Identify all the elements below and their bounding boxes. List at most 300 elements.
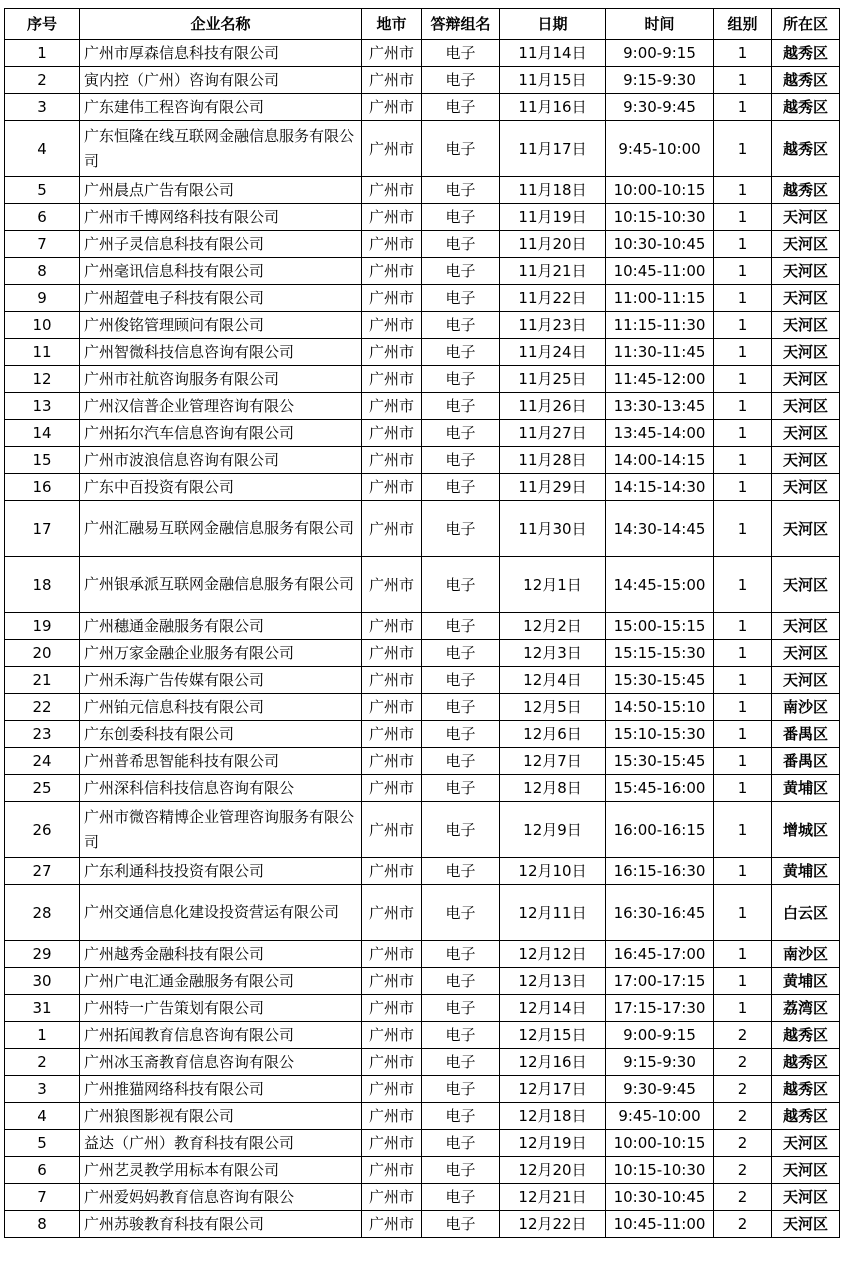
table-row	[5, 40, 840, 67]
cell-no: 8	[5, 1211, 80, 1238]
cell-city: 广州市	[362, 995, 422, 1022]
cell-city: 广州市	[362, 748, 422, 775]
table-row	[5, 94, 840, 121]
cell-time: 14:15-14:30	[606, 474, 714, 501]
table-row	[5, 858, 840, 885]
cell-city: 广州市	[362, 721, 422, 748]
cell-group: 1	[714, 94, 772, 121]
cell-group: 1	[714, 748, 772, 775]
cell-no: 17	[5, 501, 80, 557]
cell-district: 黄埔区	[772, 968, 840, 995]
cell-no: 9	[5, 285, 80, 312]
cell-company: 广州晨点广告有限公司	[80, 177, 362, 204]
cell-group: 2	[714, 1157, 772, 1184]
cell-district: 越秀区	[772, 1049, 840, 1076]
cell-group-name: 电子	[422, 285, 500, 312]
cell-company: 广州越秀金融科技有限公司	[80, 941, 362, 968]
cell-time: 9:45-10:00	[606, 1103, 714, 1130]
cell-company: 广州万家金融企业服务有限公司	[80, 640, 362, 667]
cell-city: 广州市	[362, 694, 422, 721]
cell-group-name: 电子	[422, 667, 500, 694]
cell-group-name: 电子	[422, 1103, 500, 1130]
table-row	[5, 204, 840, 231]
cell-group: 1	[714, 231, 772, 258]
table-row	[5, 1130, 840, 1157]
cell-group: 1	[714, 640, 772, 667]
cell-city: 广州市	[362, 1022, 422, 1049]
table-row	[5, 721, 840, 748]
cell-date: 11月30日	[500, 501, 606, 557]
cell-company: 广州交通信息化建设投资营运有限公司	[80, 885, 362, 941]
cell-district: 南沙区	[772, 941, 840, 968]
table-row	[5, 1103, 840, 1130]
cell-date: 11月19日	[500, 204, 606, 231]
cell-city: 广州市	[362, 285, 422, 312]
cell-group-name: 电子	[422, 447, 500, 474]
cell-group-name: 电子	[422, 1049, 500, 1076]
cell-city: 广州市	[362, 1157, 422, 1184]
cell-no: 20	[5, 640, 80, 667]
cell-company: 广州深科信科技信息咨询有限公	[80, 775, 362, 802]
cell-district: 增城区	[772, 802, 840, 858]
cell-city: 广州市	[362, 1076, 422, 1103]
cell-district: 荔湾区	[772, 995, 840, 1022]
cell-time: 11:45-12:00	[606, 366, 714, 393]
cell-group: 1	[714, 968, 772, 995]
cell-group: 1	[714, 285, 772, 312]
cell-city: 广州市	[362, 613, 422, 640]
cell-district: 天河区	[772, 447, 840, 474]
table-row	[5, 941, 840, 968]
table-row	[5, 312, 840, 339]
cell-district: 天河区	[772, 557, 840, 613]
cell-group-name: 电子	[422, 393, 500, 420]
cell-group: 1	[714, 258, 772, 285]
cell-city: 广州市	[362, 1103, 422, 1130]
cell-company: 广东利通科技投资有限公司	[80, 858, 362, 885]
cell-company: 广州普希思智能科技有限公司	[80, 748, 362, 775]
cell-time: 17:00-17:15	[606, 968, 714, 995]
cell-date: 12月22日	[500, 1211, 606, 1238]
cell-no: 26	[5, 802, 80, 858]
cell-group-name: 电子	[422, 968, 500, 995]
cell-group: 1	[714, 613, 772, 640]
cell-company: 广东中百投资有限公司	[80, 474, 362, 501]
cell-group: 1	[714, 858, 772, 885]
cell-date: 12月21日	[500, 1184, 606, 1211]
cell-time: 13:30-13:45	[606, 393, 714, 420]
cell-city: 广州市	[362, 420, 422, 447]
cell-date: 12月7日	[500, 748, 606, 775]
cell-company: 广州艺灵教学用标本有限公司	[80, 1157, 362, 1184]
cell-no: 21	[5, 667, 80, 694]
cell-company: 广州俊铭管理顾问有限公司	[80, 312, 362, 339]
cell-date: 11月29日	[500, 474, 606, 501]
cell-date: 12月20日	[500, 1157, 606, 1184]
cell-district: 天河区	[772, 667, 840, 694]
cell-group-name: 电子	[422, 204, 500, 231]
cell-date: 12月16日	[500, 1049, 606, 1076]
cell-company: 广州拓闻教育信息咨询有限公司	[80, 1022, 362, 1049]
cell-company: 广州汇融易互联网金融信息服务有限公司	[80, 501, 362, 557]
table-row	[5, 447, 840, 474]
cell-time: 9:30-9:45	[606, 1076, 714, 1103]
cell-city: 广州市	[362, 640, 422, 667]
cell-company: 广州市千博网络科技有限公司	[80, 204, 362, 231]
cell-district: 黄埔区	[772, 775, 840, 802]
cell-company: 广州银承派互联网金融信息服务有限公司	[80, 557, 362, 613]
table-row	[5, 640, 840, 667]
table-row	[5, 420, 840, 447]
cell-district: 越秀区	[772, 121, 840, 177]
table-row	[5, 1211, 840, 1238]
cell-city: 广州市	[362, 231, 422, 258]
cell-date: 11月14日	[500, 40, 606, 67]
cell-group: 1	[714, 721, 772, 748]
cell-date: 12月9日	[500, 802, 606, 858]
cell-no: 13	[5, 393, 80, 420]
cell-district: 天河区	[772, 1211, 840, 1238]
cell-district: 天河区	[772, 1184, 840, 1211]
cell-company: 广州禾海广告传媒有限公司	[80, 667, 362, 694]
cell-time: 11:15-11:30	[606, 312, 714, 339]
cell-city: 广州市	[362, 366, 422, 393]
cell-date: 11月21日	[500, 258, 606, 285]
table-row	[5, 995, 840, 1022]
cell-no: 1	[5, 40, 80, 67]
cell-time: 15:10-15:30	[606, 721, 714, 748]
cell-company: 广州市厚森信息科技有限公司	[80, 40, 362, 67]
cell-group: 1	[714, 775, 772, 802]
table-row	[5, 366, 840, 393]
cell-no: 28	[5, 885, 80, 941]
cell-company: 广州市微咨精博企业管理咨询服务有限公司	[80, 802, 362, 858]
cell-district: 天河区	[772, 474, 840, 501]
cell-no: 8	[5, 258, 80, 285]
cell-time: 9:30-9:45	[606, 94, 714, 121]
cell-group-name: 电子	[422, 721, 500, 748]
table-row	[5, 474, 840, 501]
cell-city: 广州市	[362, 1049, 422, 1076]
cell-group-name: 电子	[422, 339, 500, 366]
cell-group-name: 电子	[422, 67, 500, 94]
cell-no: 3	[5, 94, 80, 121]
cell-group: 1	[714, 366, 772, 393]
cell-city: 广州市	[362, 557, 422, 613]
cell-group: 2	[714, 1103, 772, 1130]
header-group: 组别	[714, 9, 772, 40]
header-date: 日期	[500, 9, 606, 40]
cell-group: 2	[714, 1130, 772, 1157]
cell-district: 天河区	[772, 258, 840, 285]
cell-date: 12月19日	[500, 1130, 606, 1157]
table-row	[5, 1076, 840, 1103]
cell-group-name: 电子	[422, 557, 500, 613]
cell-time: 17:15-17:30	[606, 995, 714, 1022]
cell-time: 16:15-16:30	[606, 858, 714, 885]
cell-group-name: 电子	[422, 1130, 500, 1157]
cell-group-name: 电子	[422, 501, 500, 557]
cell-time: 15:00-15:15	[606, 613, 714, 640]
cell-company: 广州穗通金融服务有限公司	[80, 613, 362, 640]
cell-time: 10:45-11:00	[606, 1211, 714, 1238]
cell-date: 12月5日	[500, 694, 606, 721]
cell-company: 广州超萱电子科技有限公司	[80, 285, 362, 312]
cell-district: 白云区	[772, 885, 840, 941]
cell-district: 天河区	[772, 420, 840, 447]
cell-city: 广州市	[362, 1211, 422, 1238]
cell-no: 5	[5, 1130, 80, 1157]
cell-group-name: 电子	[422, 1211, 500, 1238]
cell-company: 广州苏骏教育科技有限公司	[80, 1211, 362, 1238]
cell-group: 1	[714, 67, 772, 94]
cell-group-name: 电子	[422, 177, 500, 204]
cell-time: 15:45-16:00	[606, 775, 714, 802]
table-row	[5, 694, 840, 721]
table-row	[5, 748, 840, 775]
header-row	[5, 9, 840, 40]
cell-district: 越秀区	[772, 1103, 840, 1130]
cell-group: 1	[714, 312, 772, 339]
cell-no: 22	[5, 694, 80, 721]
table-row	[5, 968, 840, 995]
cell-group: 2	[714, 1049, 772, 1076]
table-row	[5, 1157, 840, 1184]
cell-time: 16:45-17:00	[606, 941, 714, 968]
cell-district: 南沙区	[772, 694, 840, 721]
cell-city: 广州市	[362, 204, 422, 231]
cell-district: 天河区	[772, 312, 840, 339]
cell-date: 12月2日	[500, 613, 606, 640]
cell-company: 广东恒隆在线互联网金融信息服务有限公司	[80, 121, 362, 177]
cell-date: 12月15日	[500, 1022, 606, 1049]
cell-city: 广州市	[362, 339, 422, 366]
cell-group-name: 电子	[422, 995, 500, 1022]
cell-time: 10:30-10:45	[606, 231, 714, 258]
cell-company: 广州智微科技信息咨询有限公司	[80, 339, 362, 366]
cell-no: 2	[5, 67, 80, 94]
cell-time: 11:00-11:15	[606, 285, 714, 312]
table-row	[5, 885, 840, 941]
cell-company: 广州子灵信息科技有限公司	[80, 231, 362, 258]
cell-time: 9:45-10:00	[606, 121, 714, 177]
cell-city: 广州市	[362, 501, 422, 557]
cell-company: 广州广电汇通金融服务有限公司	[80, 968, 362, 995]
cell-company: 广州特一广告策划有限公司	[80, 995, 362, 1022]
cell-date: 12月4日	[500, 667, 606, 694]
cell-district: 天河区	[772, 231, 840, 258]
cell-city: 广州市	[362, 1184, 422, 1211]
cell-city: 广州市	[362, 858, 422, 885]
cell-date: 11月16日	[500, 94, 606, 121]
cell-date: 11月18日	[500, 177, 606, 204]
cell-no: 19	[5, 613, 80, 640]
cell-date: 12月17日	[500, 1076, 606, 1103]
cell-city: 广州市	[362, 40, 422, 67]
cell-district: 天河区	[772, 1130, 840, 1157]
cell-no: 18	[5, 557, 80, 613]
cell-group-name: 电子	[422, 640, 500, 667]
cell-time: 14:45-15:00	[606, 557, 714, 613]
cell-group-name: 电子	[422, 941, 500, 968]
cell-date: 11月27日	[500, 420, 606, 447]
cell-group-name: 电子	[422, 420, 500, 447]
table-row	[5, 667, 840, 694]
cell-group-name: 电子	[422, 1157, 500, 1184]
cell-date: 11月17日	[500, 121, 606, 177]
cell-district: 越秀区	[772, 94, 840, 121]
table-row	[5, 501, 840, 557]
header-no: 序号	[5, 9, 80, 40]
cell-no: 10	[5, 312, 80, 339]
cell-time: 15:30-15:45	[606, 667, 714, 694]
cell-city: 广州市	[362, 258, 422, 285]
table-row	[5, 557, 840, 613]
cell-group-name: 电子	[422, 885, 500, 941]
cell-district: 天河区	[772, 501, 840, 557]
cell-time: 10:15-10:30	[606, 204, 714, 231]
cell-no: 14	[5, 420, 80, 447]
cell-company: 广州毫讯信息科技有限公司	[80, 258, 362, 285]
cell-district: 天河区	[772, 366, 840, 393]
cell-group-name: 电子	[422, 748, 500, 775]
cell-group-name: 电子	[422, 775, 500, 802]
cell-time: 9:00-9:15	[606, 40, 714, 67]
cell-date: 12月11日	[500, 885, 606, 941]
cell-date: 12月18日	[500, 1103, 606, 1130]
cell-group-name: 电子	[422, 613, 500, 640]
cell-company: 广州铂元信息科技有限公司	[80, 694, 362, 721]
cell-no: 1	[5, 1022, 80, 1049]
cell-district: 天河区	[772, 339, 840, 366]
cell-city: 广州市	[362, 1130, 422, 1157]
cell-no: 27	[5, 858, 80, 885]
cell-no: 7	[5, 231, 80, 258]
cell-time: 14:00-14:15	[606, 447, 714, 474]
header-group-name: 答辩组名	[422, 9, 500, 40]
cell-city: 广州市	[362, 941, 422, 968]
cell-district: 番禺区	[772, 748, 840, 775]
cell-city: 广州市	[362, 121, 422, 177]
cell-group-name: 电子	[422, 258, 500, 285]
cell-company: 广州市社航咨询服务有限公司	[80, 366, 362, 393]
table-row	[5, 775, 840, 802]
cell-district: 天河区	[772, 393, 840, 420]
cell-company: 广州爱妈妈教育信息咨询有限公	[80, 1184, 362, 1211]
cell-date: 11月20日	[500, 231, 606, 258]
cell-date: 11月15日	[500, 67, 606, 94]
cell-city: 广州市	[362, 447, 422, 474]
cell-time: 10:45-11:00	[606, 258, 714, 285]
cell-no: 11	[5, 339, 80, 366]
cell-group-name: 电子	[422, 40, 500, 67]
cell-city: 广州市	[362, 94, 422, 121]
cell-time: 10:00-10:15	[606, 177, 714, 204]
schedule-table	[4, 8, 840, 1238]
cell-group: 2	[714, 1022, 772, 1049]
cell-group: 1	[714, 802, 772, 858]
cell-group: 1	[714, 694, 772, 721]
cell-group: 1	[714, 995, 772, 1022]
cell-group-name: 电子	[422, 802, 500, 858]
table-row	[5, 802, 840, 858]
cell-city: 广州市	[362, 968, 422, 995]
table-row	[5, 1049, 840, 1076]
cell-time: 14:30-14:45	[606, 501, 714, 557]
cell-time: 15:15-15:30	[606, 640, 714, 667]
cell-time: 13:45-14:00	[606, 420, 714, 447]
cell-city: 广州市	[362, 67, 422, 94]
cell-company: 广东创委科技有限公司	[80, 721, 362, 748]
cell-date: 12月13日	[500, 968, 606, 995]
cell-date: 11月26日	[500, 393, 606, 420]
cell-date: 11月28日	[500, 447, 606, 474]
cell-group: 1	[714, 667, 772, 694]
cell-time: 15:30-15:45	[606, 748, 714, 775]
cell-city: 广州市	[362, 802, 422, 858]
table-row	[5, 1022, 840, 1049]
cell-group: 1	[714, 40, 772, 67]
cell-group: 1	[714, 177, 772, 204]
cell-city: 广州市	[362, 667, 422, 694]
cell-no: 24	[5, 748, 80, 775]
table-row	[5, 393, 840, 420]
cell-city: 广州市	[362, 177, 422, 204]
cell-time: 14:50-15:10	[606, 694, 714, 721]
cell-city: 广州市	[362, 393, 422, 420]
header-company: 企业名称	[80, 9, 362, 40]
cell-group: 1	[714, 474, 772, 501]
cell-company: 益达（广州）教育科技有限公司	[80, 1130, 362, 1157]
cell-no: 25	[5, 775, 80, 802]
cell-time: 9:15-9:30	[606, 67, 714, 94]
cell-group-name: 电子	[422, 1184, 500, 1211]
cell-group-name: 电子	[422, 694, 500, 721]
cell-group: 1	[714, 941, 772, 968]
cell-group: 1	[714, 557, 772, 613]
cell-no: 4	[5, 121, 80, 177]
cell-date: 12月12日	[500, 941, 606, 968]
cell-time: 16:30-16:45	[606, 885, 714, 941]
cell-group-name: 电子	[422, 858, 500, 885]
cell-group: 1	[714, 447, 772, 474]
cell-time: 10:15-10:30	[606, 1157, 714, 1184]
cell-district: 越秀区	[772, 40, 840, 67]
cell-time: 9:00-9:15	[606, 1022, 714, 1049]
header-city: 地市	[362, 9, 422, 40]
cell-district: 天河区	[772, 1157, 840, 1184]
cell-date: 11月23日	[500, 312, 606, 339]
cell-group-name: 电子	[422, 94, 500, 121]
cell-no: 16	[5, 474, 80, 501]
cell-city: 广州市	[362, 885, 422, 941]
cell-company: 广州推猫网络科技有限公司	[80, 1076, 362, 1103]
cell-no: 4	[5, 1103, 80, 1130]
cell-group-name: 电子	[422, 231, 500, 258]
cell-date: 11月24日	[500, 339, 606, 366]
cell-date: 12月3日	[500, 640, 606, 667]
cell-company: 广州冰玉斋教育信息咨询有限公	[80, 1049, 362, 1076]
table-row	[5, 177, 840, 204]
cell-group: 1	[714, 204, 772, 231]
cell-company: 广州市波浪信息咨询有限公司	[80, 447, 362, 474]
cell-group: 1	[714, 420, 772, 447]
cell-district: 黄埔区	[772, 858, 840, 885]
cell-city: 广州市	[362, 312, 422, 339]
cell-no: 15	[5, 447, 80, 474]
cell-district: 天河区	[772, 613, 840, 640]
cell-group: 1	[714, 393, 772, 420]
